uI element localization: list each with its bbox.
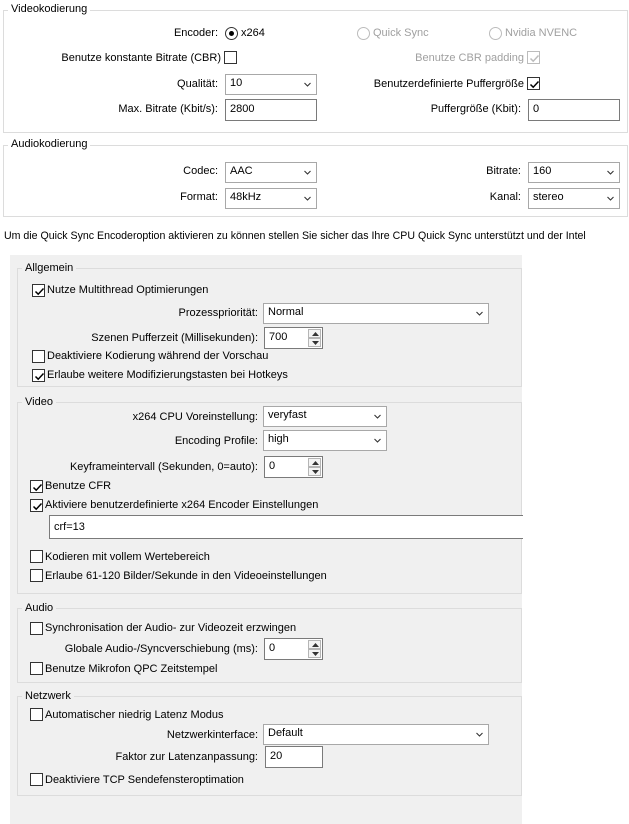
use-cfr-label[interactable]: Benutze CFR — [45, 480, 112, 492]
spin-down-button[interactable] — [308, 649, 321, 658]
priority-select[interactable] — [263, 303, 489, 324]
arrow-up-icon — [312, 332, 319, 336]
channel-select-value: stereo — [533, 191, 564, 203]
preset-select-value: veryfast — [268, 409, 307, 421]
chevron-down-icon — [607, 195, 614, 202]
network-title: Netzwerk — [22, 690, 74, 702]
sync-label[interactable]: Synchronisation der Audio- zur Videozeit erzwingen — [45, 622, 297, 634]
custom-x264-label[interactable]: Aktiviere benutzerdefinierte x264 Encoder Einstellungen — [45, 499, 319, 511]
spin-up-button[interactable] — [308, 329, 321, 338]
low-latency-checkbox[interactable] — [30, 708, 43, 721]
quicksync-info-text: Um die Quick Sync Encoderoption aktivieren zu können stellen Sie sicher das Ihre CPU Quick Sync unterstützt und der Intel — [4, 230, 586, 242]
interface-label: Netzwerkinterface: — [166, 729, 258, 741]
check-icon — [34, 371, 45, 382]
offset-spinner[interactable] — [264, 638, 323, 660]
custom-buffer-label: Benutzerdefinierte Puffergröße — [373, 78, 524, 90]
multithread-checkbox[interactable] — [32, 284, 45, 297]
spin-up-button[interactable] — [308, 640, 321, 649]
max-bitrate-input[interactable]: 2800 — [225, 99, 317, 121]
latency-factor-input[interactable]: 20 — [265, 746, 323, 768]
tcp-label[interactable]: Deaktiviere TCP Sendefensteroptimation — [45, 774, 244, 786]
profile-select[interactable] — [263, 430, 387, 451]
arrow-up-icon — [312, 643, 319, 647]
cbr-padding-checkbox[interactable] — [527, 51, 540, 64]
cbr-checkbox[interactable] — [224, 51, 237, 64]
video-adv-title: Video — [22, 396, 56, 408]
keyframe-value: 0 — [269, 460, 276, 472]
check-icon — [529, 53, 540, 64]
tcp-checkbox[interactable] — [30, 773, 43, 786]
chevron-down-icon — [304, 195, 311, 202]
offset-value: 0 — [269, 642, 276, 654]
audio-adv-title: Audio — [22, 602, 56, 614]
scene-buffer-label: Szenen Pufferzeit (Millisekunden): — [91, 332, 258, 344]
custom-buffer-checkbox[interactable] — [527, 77, 540, 90]
profile-label: Encoding Profile: — [174, 435, 258, 447]
full-range-label[interactable]: Kodieren mit vollem Wertebereich — [45, 551, 210, 563]
chevron-down-icon — [607, 169, 614, 176]
general-title: Allgemein — [22, 262, 76, 274]
custom-x264-input[interactable]: crf=13 — [49, 515, 523, 539]
offset-label: Globale Audio-/Syncverschiebung (ms): — [64, 643, 258, 655]
modifier-keys-label[interactable]: Erlaube weitere Modifizierungstasten bei Hotkeys — [47, 369, 288, 381]
quality-select[interactable] — [225, 74, 317, 95]
max-bitrate-label: Max. Bitrate (Kbit/s): — [118, 103, 218, 115]
chevron-down-icon — [476, 310, 483, 317]
format-label: Format: — [180, 191, 218, 203]
cbr-label: Benutze konstante Bitrate (CBR) — [61, 52, 221, 64]
multithread-label[interactable]: Nutze Multithread Optimierungen — [47, 284, 209, 296]
format-select[interactable] — [225, 188, 317, 209]
keyframe-label: Keyframeintervall (Sekunden, 0=auto): — [69, 461, 258, 473]
encoder-nvenc-radio[interactable] — [489, 27, 502, 40]
bitrate-select-value: 160 — [533, 165, 552, 177]
priority-select-value: Normal — [268, 306, 304, 318]
interface-select-value: Default — [268, 727, 303, 739]
bitrate-label: Bitrate: — [486, 165, 521, 177]
scene-buffer-value: 700 — [269, 331, 288, 343]
check-icon — [32, 501, 43, 512]
codec-label: Codec: — [183, 165, 218, 177]
preset-select[interactable] — [263, 406, 387, 427]
encoder-quicksync-label[interactable]: Quick Sync — [373, 27, 429, 39]
arrow-up-icon — [312, 461, 319, 465]
encoder-x264-radio[interactable] — [225, 27, 238, 40]
buffer-size-input[interactable]: 0 — [528, 99, 620, 121]
encoder-label: Encoder: — [173, 27, 218, 39]
latency-factor-label: Faktor zur Latenzanpassung: — [115, 751, 258, 763]
bitrate-select[interactable] — [528, 162, 620, 183]
spin-down-button[interactable] — [308, 467, 321, 476]
check-icon — [32, 482, 43, 493]
buffer-size-label: Puffergröße (Kbit): — [430, 103, 521, 115]
channel-select[interactable] — [528, 188, 620, 209]
keyframe-spinner[interactable] — [264, 456, 323, 478]
disable-preview-checkbox[interactable] — [32, 350, 45, 363]
chevron-down-icon — [374, 437, 381, 444]
fps-label[interactable]: Erlaube 61-120 Bilder/Sekunde in den Videoeinstellungen — [45, 570, 327, 582]
full-range-checkbox[interactable] — [30, 550, 43, 563]
channel-label: Kanal: — [489, 191, 521, 203]
fps-checkbox[interactable] — [30, 569, 43, 582]
spin-up-button[interactable] — [308, 458, 321, 467]
custom-x264-checkbox[interactable] — [30, 499, 43, 512]
sync-checkbox[interactable] — [30, 622, 43, 635]
encoder-quicksync-radio[interactable] — [357, 27, 370, 40]
cbr-padding-label: Benutze CBR padding — [415, 52, 524, 64]
codec-select[interactable] — [225, 162, 317, 183]
chevron-down-icon — [304, 169, 311, 176]
quality-select-value: 10 — [230, 77, 243, 89]
arrow-down-icon — [312, 341, 319, 345]
mic-qpc-label[interactable]: Benutze Mikrofon QPC Zeitstempel — [45, 663, 218, 675]
scene-buffer-spinner[interactable] — [264, 327, 323, 349]
video-encoding-title: Videokodierung — [8, 3, 90, 15]
audio-encoding-title: Audiokodierung — [8, 138, 90, 150]
format-select-value: 48kHz — [230, 191, 262, 203]
use-cfr-checkbox[interactable] — [30, 480, 43, 493]
encoder-nvenc-label[interactable]: Nvidia NVENC — [505, 27, 578, 39]
modifier-keys-checkbox[interactable] — [32, 369, 45, 382]
mic-qpc-checkbox[interactable] — [30, 662, 43, 675]
low-latency-label[interactable]: Automatischer niedrig Latenz Modus — [45, 709, 224, 721]
preset-label: x264 CPU Voreinstellung: — [132, 411, 258, 423]
encoder-x264-label[interactable]: x264 — [241, 27, 265, 39]
arrow-down-icon — [312, 470, 319, 474]
codec-select-value: AAC — [230, 165, 253, 177]
arrow-down-icon — [312, 652, 319, 656]
priority-label: Prozesspriorität: — [178, 307, 258, 319]
disable-preview-label[interactable]: Deaktiviere Kodierung während der Vorschau — [47, 350, 269, 362]
check-icon — [34, 286, 45, 297]
chevron-down-icon — [476, 731, 483, 738]
spin-down-button[interactable] — [308, 338, 321, 347]
chevron-down-icon — [374, 413, 381, 420]
check-icon — [529, 79, 540, 90]
quality-label: Qualität: — [177, 78, 218, 90]
interface-select[interactable] — [263, 724, 489, 745]
chevron-down-icon — [304, 81, 311, 88]
profile-select-value: high — [268, 433, 289, 445]
